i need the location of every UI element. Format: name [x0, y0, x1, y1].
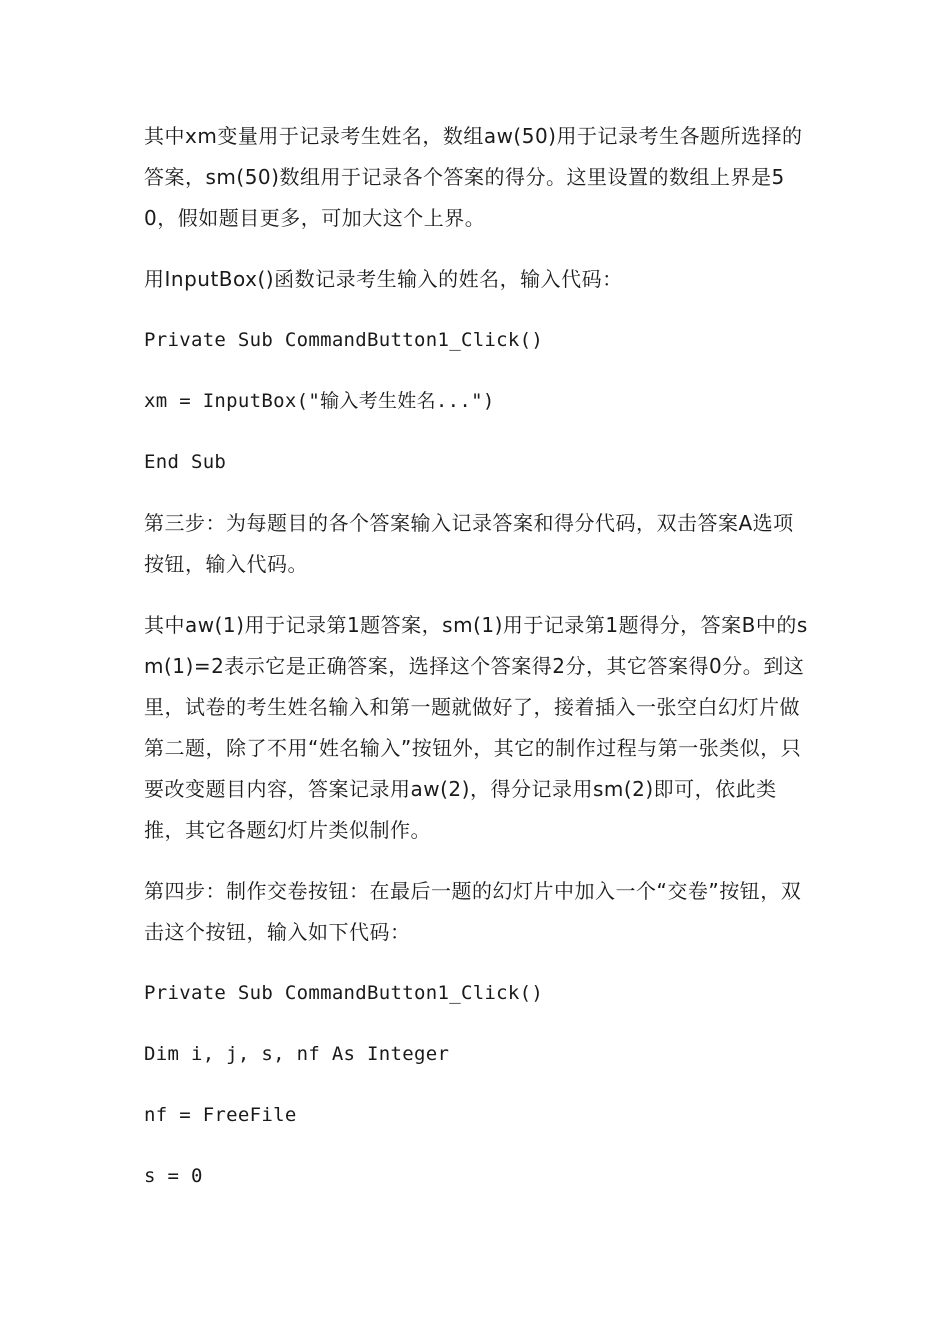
code-line-end-sub: End Sub	[144, 451, 227, 473]
code-line-sub-declaration: Private Sub CommandButton1_Click()	[144, 329, 544, 351]
paragraph-inputbox-intro: 用InputBox()函数记录考生输入的姓名，输入代码：	[144, 267, 623, 291]
document-body	[144, 116, 809, 1217]
code-line-dim: Dim i, j, s, nf As Integer	[144, 1043, 450, 1065]
paragraph-step-four: 第四步：制作交卷按钮：在最后一题的幻灯片中加入一个“交卷”按钮，双击这个按钮，输入如下代码：	[144, 879, 802, 944]
paragraph-answer-recording: 其中aw(1)用于记录第1题答案，sm(1)用于记录第1题得分，答案B中的sm(1)=2表示它是正确答案，选择这个答案得2分，其它答案得0分。到这里，试卷的考生姓名输入和第一题就做好了，接着插入一张空白幻灯片做第二题，除了不用“姓名输入”按钮外，其它的制作过程与第一张类似，只要改变题目内容，答案记录用aw(2)，得分记录用sm(2)即可，依此类推，其它各题幻灯片类似制作。	[144, 613, 808, 842]
code-line-s-init: s = 0	[144, 1165, 203, 1187]
paragraph-step-three: 第三步：为每题目的各个答案输入记录答案和得分代码，双击答案A选项按钮，输入代码。	[144, 511, 794, 576]
code-line-sub-declaration-2: Private Sub CommandButton1_Click()	[144, 982, 544, 1004]
code-line-freefile: nf = FreeFile	[144, 1104, 297, 1126]
code-line-inputbox: xm = InputBox("输入考生姓名...")	[144, 390, 495, 412]
paragraph-array-description: 其中xm变量用于记录考生姓名，数组aw(50)用于记录考生各题所选择的答案，sm(50)数组用于记录各个答案的得分。这里设置的数组上界是50，假如题目更多，可加大这个上界。	[144, 124, 803, 230]
